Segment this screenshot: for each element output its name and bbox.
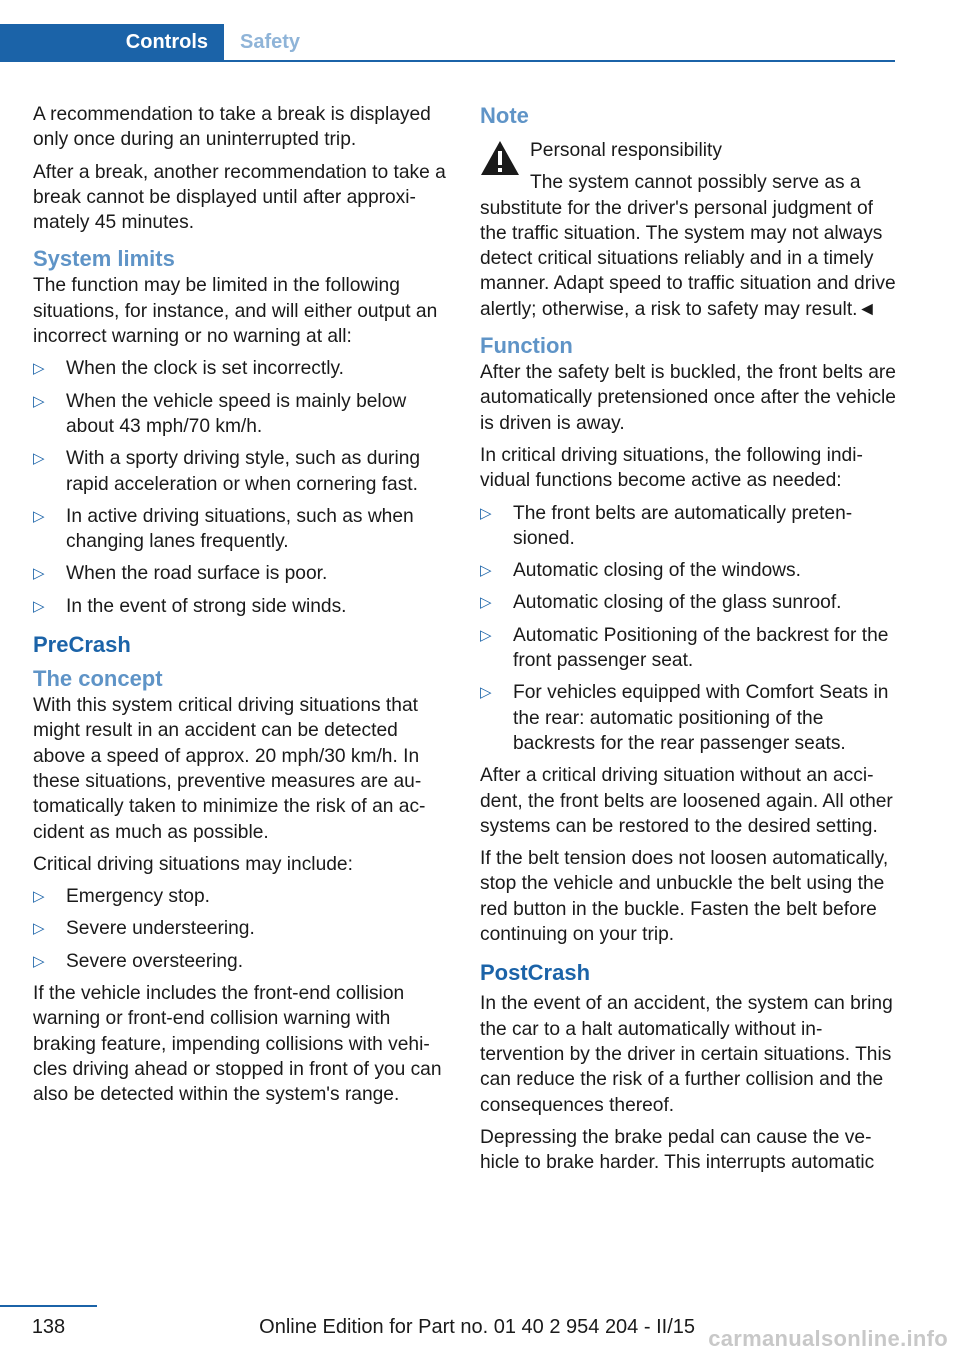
list-item: ▷ When the road surface is poor. [33, 561, 448, 586]
watermark: carmanualsonline.info [708, 1326, 948, 1351]
postcrash-paragraph-1: In the event of an accident, the system can bring the car to a halt automatically without intervention by the driver in certain situations. This can reduce the risk of a further collision and the consequences thereof. [480, 993, 893, 1116]
triangle-bullet-icon: ▷ [480, 504, 492, 522]
triangle-bullet-icon: ▷ [480, 562, 492, 580]
postcrash-paragraph-2: Depressing the brake pedal can cause the vehicle to brake harder. This interrupts automatic [480, 1126, 875, 1174]
tab-safety[interactable]: Safety [240, 30, 301, 53]
system-limits-intro: The function may be limited in the following situations, for instance, and will either output an incorrect warning or no warning at all: [33, 275, 438, 348]
list-item: ▷ Severe understeering. [33, 916, 448, 941]
list-item: ▷ Emergency stop. [33, 884, 448, 909]
function-paragraph-3: After a critical driving situation without an accident, the front belts are loosened again. All other systems can be restored to the desired setting. [480, 765, 893, 837]
triangle-bullet-icon: ▷ [33, 565, 45, 583]
function-paragraph-1: After the safety belt is buckled, the front belts are automatically pretensioned once after the vehicle is driven is away. [480, 362, 896, 434]
list-item: ▷ When the clock is set incorrectly. [33, 356, 448, 381]
list-item: ▷ Automatic closing of the glass sunroof. [480, 590, 898, 615]
function-heading: Function [480, 333, 573, 359]
list-item: ▷ The front belts are automatically pretensioned. [480, 502, 853, 549]
triangle-bullet-icon: ▷ [33, 952, 45, 970]
note-box [480, 138, 898, 322]
break-after-paragraph: After a break, another recommendation to take a break cannot be displayed until after approximately 45 minutes. [33, 161, 446, 234]
list-item: ▷ For vehicles equipped with Comfort Seats in the rear: automatic positioning of the backrests for the rear passenger seats. [480, 682, 889, 754]
list-item: ▷ With a sporty driving style, such as during rapid acceleration or when cornering fast. [33, 448, 421, 495]
triangle-bullet-icon: ▷ [33, 888, 45, 906]
list-item: ▷ Automatic closing of the windows. [480, 558, 898, 583]
triangle-bullet-icon: ▷ [480, 684, 492, 702]
triangle-bullet-icon: ▷ [33, 597, 45, 615]
triangle-bullet-icon: ▷ [480, 594, 492, 612]
warning-triangle-icon [480, 140, 520, 176]
collision-paragraph: If the vehicle includes the front-end collision warning or front-end collision warning with braking feature, impending collisions with vehicles driving ahead or stopped in front of you can also be detected within the system's range. [33, 983, 442, 1106]
concept-paragraph: With this system critical driving situations that might result in an accident can be detected above a speed of approx. 20 mph/30 km/h. In these situations, preventive measures are automatically taken to minimize the risk of an accident as much as possible. [33, 695, 426, 843]
system-limits-heading: System limits [33, 246, 175, 272]
list-item: ▷ In active driving situations, such as when changing lanes frequently. [33, 505, 414, 553]
concept-heading: The concept [33, 666, 163, 692]
postcrash-heading: PostCrash [480, 960, 591, 986]
page-header [0, 24, 895, 62]
tab-controls[interactable]: Controls [0, 24, 224, 60]
right-column [480, 102, 898, 1182]
triangle-bullet-icon: ▷ [33, 920, 45, 938]
triangle-bullet-icon: ▷ [33, 360, 45, 378]
page-number: 138 [31, 1316, 66, 1338]
critical-list [33, 884, 448, 974]
break-once-paragraph: A recommendation to take a break is displayed only once during an uninterrupted trip. [33, 104, 431, 151]
triangle-bullet-icon: ▷ [33, 507, 45, 525]
system-limits-list [33, 356, 448, 619]
triangle-bullet-icon: ▷ [33, 392, 45, 410]
function-paragraph-2: In critical driving situations, the following individual functions become active as needed: [480, 444, 863, 492]
precrash-heading: PreCrash [33, 632, 131, 658]
left-column [33, 102, 448, 1115]
footer-rule [0, 1305, 97, 1307]
note-heading: Note [480, 103, 529, 128]
note-text: The system cannot possibly serve as a substitute for the driver's personal judgment of the traffic situation. The system may not always detect critical situations reliably and in a timely manner. Adapt speed to traffic situation and drive alertly; otherwise, a risk to safety may result.◄ [480, 172, 896, 320]
list-item: ▷ When the vehicle speed is mainly below about 43 mph/70 km/h. [33, 390, 407, 437]
list-item: ▷ In the event of strong side winds. [33, 594, 448, 619]
function-paragraph-4: If the belt tension does not loosen automatically, stop the vehicle and unbuckle the belt using the red button in the buckle. Fasten the belt before continuing on your trip. [480, 848, 889, 946]
triangle-bullet-icon: ▷ [33, 450, 45, 468]
header-rule [0, 60, 895, 62]
critical-intro: Critical driving situations may include: [33, 853, 353, 875]
note-subject: Personal responsibility [530, 140, 722, 161]
triangle-bullet-icon: ▷ [480, 626, 492, 644]
function-list [480, 501, 898, 757]
list-item: ▷ Severe oversteering. [33, 949, 448, 974]
list-item: ▷ Automatic Positioning of the backrest for the front passenger seat. [480, 624, 889, 672]
edition-text: Online Edition for Part no. 01 40 2 954 204 - II/15 [259, 1316, 695, 1338]
